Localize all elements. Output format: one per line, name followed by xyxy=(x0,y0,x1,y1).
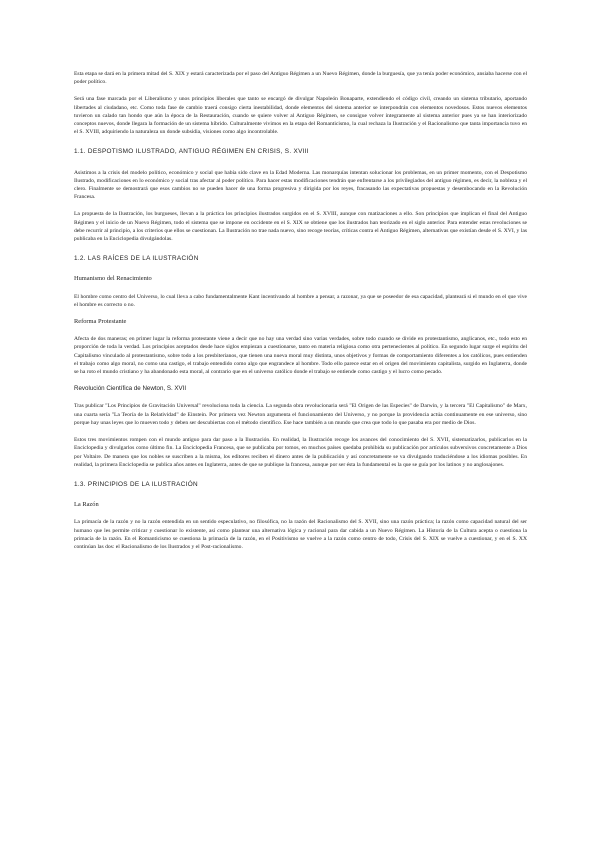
subheading-humanismo: Humanismo del Renacimiento xyxy=(74,275,152,283)
razon-paragraph: La primacía de la razón y no la razón entendida en un sentido especulativo, no filosófica, no la razón del Racionalismo del S. XVII, sino una razón práctica; la razón como capacidad natural del ser humano que les permite criticar y cuestionar lo existente, así como plantear una alternativa lógica y racional para dar cabida a un Nuevo Régimen. La Historia de la Cultura acepta o cuestiona la primacía de la razón. En el Romanticismo se cuestiona la primacía de la razón, en el Positivismo se vuelve a la razón como centro de todo, Crisis del S. XIX se vuelve a cuestionar, y en el S. XX continúan las dos: el Racionalismo de los Ilustrados y el Post-racionalismo. xyxy=(74,519,527,550)
humanismo-paragraph: El hombre como centro del Universo, lo cual lleva a cabo fundamentalmente Kant incentivando al hombre a pensar, a razonar, ya que se poseedor de esa capacidad, planteará si el mundo en el que vive el hombre es correcto o no. xyxy=(74,293,527,308)
revolucion-paragraph-1: Tras publicar "Los Principios de Gravitación Universal" revoluciona toda la ciencia. La segunda obra revolucionaria será "El Origen de las Especies" de Darwin, y la tercera "El Capitalismo" de Marx, una cuarta sería "La Teoría de la Relatividad" de Einstein. Por primera vez Newton argumenta el funcionamiento del Universo, y no porque la providencia actúa continuamente en ese universo, sino porque hay unas leyes que lo mueven todo y deben ser descubiertas con el método científico. Ese hace también a un mundo que crea que todo lo que pasaba era por medio de Dios. xyxy=(74,403,527,426)
intro-paragraph-2: Será una fase marcada por el Liberalismo y unos principios liberales que tanto se encargó de divulgar Napoleón Bonaparte, extendiendo el código civil, creando un sistema tributario, aportando libertades al ciudadano, etc. Como toda fase de cambio traerá consigo cierta inestabilidad, donde elementos del sistema anterior se interpondrán con elementos novedosos. Estos nuevos elementos tuvieron un calado tan hondo que aún la época de la Restauración, cuando se quiere volver al Antiguo Régimen, se consigue volver íntegramente al sistema anterior pues ya se han interiorizado conceptos nuevos, donde llegara la formación de un sistema híbrido. Culturalmente vivimos en la etapa del Romanticismo, la cual rechaza la Ilustración y el Racionalismo que tanta importancia tuvo en el S. XVIII, adquiriendo la naturaleza un donde subsidia, visiones como algo incontrolable. xyxy=(74,96,527,136)
section-heading-raices: 1.2. LAS RAÍCES DE LA ILUSTRACIÓN xyxy=(74,255,199,263)
subheading-revolucion-cientifica: Revolución Científica de Newton, S. XVII xyxy=(74,385,187,393)
subheading-razon: La Razón xyxy=(74,501,99,509)
reforma-paragraph: Afecta de dos maneras; en primer lugar la reforma protestante viene a decir que no hay una verdad sino varias verdades, sobre todo cuando se divide en protestantismo, anglicanos, etc., todo esto en proporción de toda la verdad. Los principios aceptados desde hace siglos empiezan a cuestionarse, tanto en materia religiosa como otra pertenecientes al político. En segundo lugar surge el espíritu del Capitalismo vinculado al protestantismo, sobre todo a los presbiterianos, que tienen una nueva moral muy distinta, unos objetivos y formas de comportamiento diferentes a los católicos, pues entienden el trabajo como algo moral, no como una castigo, el trabajo entendido como algo que engrandece al hombre. Todo ello parece estar en el origen del movimiento capitalista, surgido en Inglaterra, donde se ha roto el mundo cristiano y ha abandonado esta moral, al contrario que en el universo católico donde el trabajo se entiende como castigo y el lucro como pecado. xyxy=(74,336,527,376)
section-1-paragraph-2: La propuesta de la Ilustración, los burgueses, llevan a la práctica los principios ilustrados surgidos en el S. XVIII, aunque con matizaciones a ello. Son principios que implican el final del Antiguo Régimen y el inicio de un Nuevo Régimen, todo el sistema que se impone en occidente en el S. XIX se obtiene que los ilustrados han teorizado en el siglo anterior. Para entender estas revoluciones se debe recurrir al principio, a los criterios que ellos se cuestionan. La Ilustración no trae nada nuevo, sino recoge teorías, críticas contra el Antiguo Régimen, alternativas que existían desde el S. XVI, y las publicaba en la Enciclopedia divulgándolas. xyxy=(74,211,527,243)
section-1-paragraph-1: Asistimos a la crisis del modelo político, económico y social que había sido clave en la Edad Moderna. Las monarquías intentan solucionar los problemas, en un primer momento, con el Despotismo Ilustrado, modificaciones en lo económico y social tras afectar al poder político. Para hacer estas modificaciones tendrán que enfrentarse a los privilegiados del antiguo régimen, es decir, la nobleza y el clero. Finalmente se demostrará que esos cambios no se pueden hacer de una forma progresiva y dirigida por los reyes, fracasando las expectativas propuestas y desembocando en la Revolución Francesa. xyxy=(74,169,527,201)
subheading-reforma: Reforma Protestante xyxy=(74,318,127,326)
section-heading-despotismo: 1.1. DESPOTISMO ILUSTRADO, ANTIGUO RÉGIMEN EN CRISIS, S. XVIII xyxy=(74,148,309,156)
section-heading-principios: 1.3. PRINCIPIOS DE LA ILUSTRACIÓN xyxy=(74,480,198,488)
document-page xyxy=(74,70,527,560)
revolucion-paragraph-2: Estos tres movimientos rompen con el mundo antiguo para dar paso a la Ilustración. En realidad, la Ilustración recoge los avances del conocimiento del S. XVII, sistematizarlos, publicarlos en la Enciclopedia y divulgarlos como último fin. La Enciclopedia Francesa, que se publicaba por tomos, en muchos países quedaba prohibida su publicación por artículos subversivos concretamente a Dios por Voltaire. De manera que los nobles se suscriben a la misma, los editores reciben el dinero antes de la publicación y así concretamente se va divulgando traduciéndose a los idiomas posibles. En realidad, la primera Enciclopedia se publica años antes en Inglaterra, antes de que se publique la francesa, aunque por ser ésta la fundamental es la que se guía por los latinos y no anglosajones. xyxy=(74,437,527,468)
intro-paragraph-1: Esta etapa se dará en la primera mitad del S. XIX y estará caracterizada por el paso del Antiguo Régimen a un Nuevo Régimen, donde la burguesía, que ya tenía poder económico, ansiaba hacerse con el poder político. xyxy=(74,71,527,86)
